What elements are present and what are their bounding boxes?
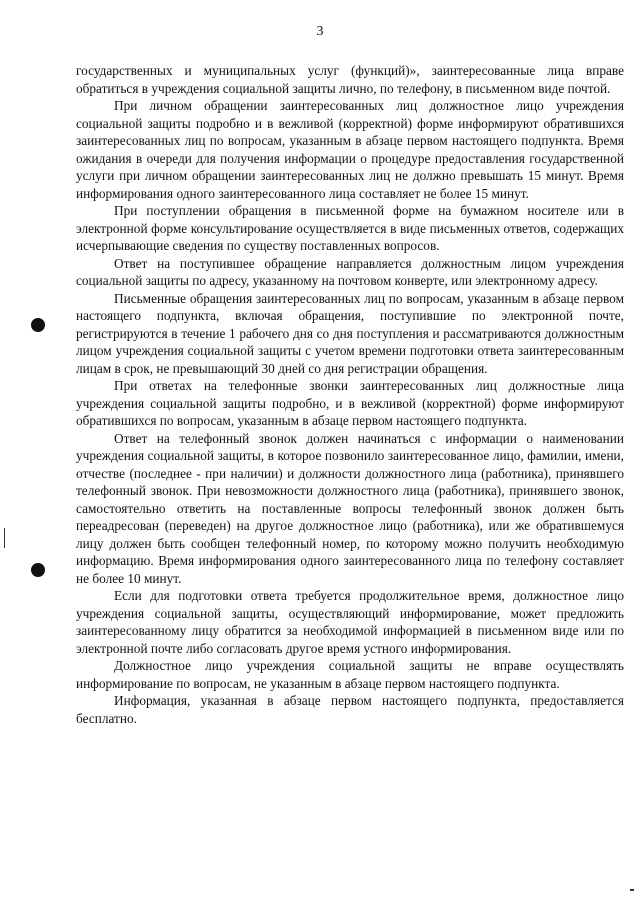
binder-hole-top	[31, 318, 45, 332]
scan-edge-mark	[4, 528, 5, 548]
document-body	[76, 62, 624, 727]
paragraph-phone-calls: При ответах на телефонные звонки заинтересованных лиц должностные лица учреждения социальной защиты подробно, и в вежливой (корректной) форме информируют обратившихся по вопросам, указанным в абзаце первом настоящего подпункта.	[76, 378, 624, 428]
paragraph-extended-time: Если для подготовки ответа требуется продолжительное время, должностное лицо учреждения социальной защиты, осуществляющий информирование, может предложить заинтересованному лицу обратится за необходимой информацией в письменном виде или по электронной почте либо согласовать другое время устного информирования.	[76, 588, 624, 656]
paragraph-phone-answer: Ответ на телефонный звонок должен начинаться с информации о наименовании учреждения социальной защиты, в которое позвонило заинтересованное лицо, фамилии, имени, отчестве (последнее - при наличии) и должности должностного лица (работника), принявшего телефонный звонок. При невозможности должностного лица (работника), принявшего звонок, самостоятельно ответить на поставленные вопросы телефонный звонок должен быть переадресован (переведен) на другое должностное лицо (работника), или же обратившемуся лицу должен быть сообщен телефонный номер, по которому можно получить необходимую информацию. Время информирования одного заинтересованного лица по телефону составляет не более 10 минут.	[76, 430, 624, 586]
paragraph-registration: Письменные обращения заинтересованных лиц по вопросам, указанным в абзаце первом настоящего подпункта, включая обращения, поступившие по электронной почте, регистрируются в течение 1 рабочего дня со дня поступления и рассматриваются должностным лицом учреждения социальной защиты с учетом времени подготовки ответа заинтересованным лицам в срок, не превышающий 30 дней со дня регистрации обращения.	[76, 290, 624, 376]
paragraph-answer-delivery: Ответ на поступившее обращение направляется должностным лицом учреждения социальной защиты по адресу, указанному на почтовом конверте, или электронному адресу.	[76, 255, 624, 288]
binder-hole-bottom	[31, 563, 45, 577]
paragraph-written-inquiry: При поступлении обращения в письменной форме на бумажном носителе или в электронной форме консультирование осуществляется в виде письменных ответов, содержащих исчерпывающие сведения по существу поставленных вопросов.	[76, 203, 624, 253]
paragraph-free-of-charge: Информация, указанная в абзаце первом настоящего подпункта, предоставляется бесплатно.	[76, 693, 624, 726]
page-number: 3	[316, 24, 324, 39]
paragraph-personal-inquiry: При личном обращении заинтересованных лиц должностное лицо учреждения социальной защиты подробно и в вежливой (корректной) форме информируют обратившихся заинтересованных лиц по вопросам, указанным в абзаце первом настоящего подпункта. Время ожидания в очереди для получения информации о процедуре предоставления государственной услуги при личном обращении заинтересованных лиц не должно превышать 15 минут. Время информирования одного заинтересованного лица составляет не более 15 минут.	[76, 98, 624, 201]
paragraph-continuation: государственных и муниципальных услуг (функций)», заинтересованные лица вправе обратиться в учреждения социальной защиты лично, по телефону, в письменном виде почтой.	[76, 63, 624, 96]
scan-corner-mark	[630, 889, 634, 891]
paragraph-restriction: Должностное лицо учреждения социальной защиты не вправе осуществлять информирование по вопросам, не указанным в абзаце первом настоящего подпункта.	[76, 658, 624, 691]
